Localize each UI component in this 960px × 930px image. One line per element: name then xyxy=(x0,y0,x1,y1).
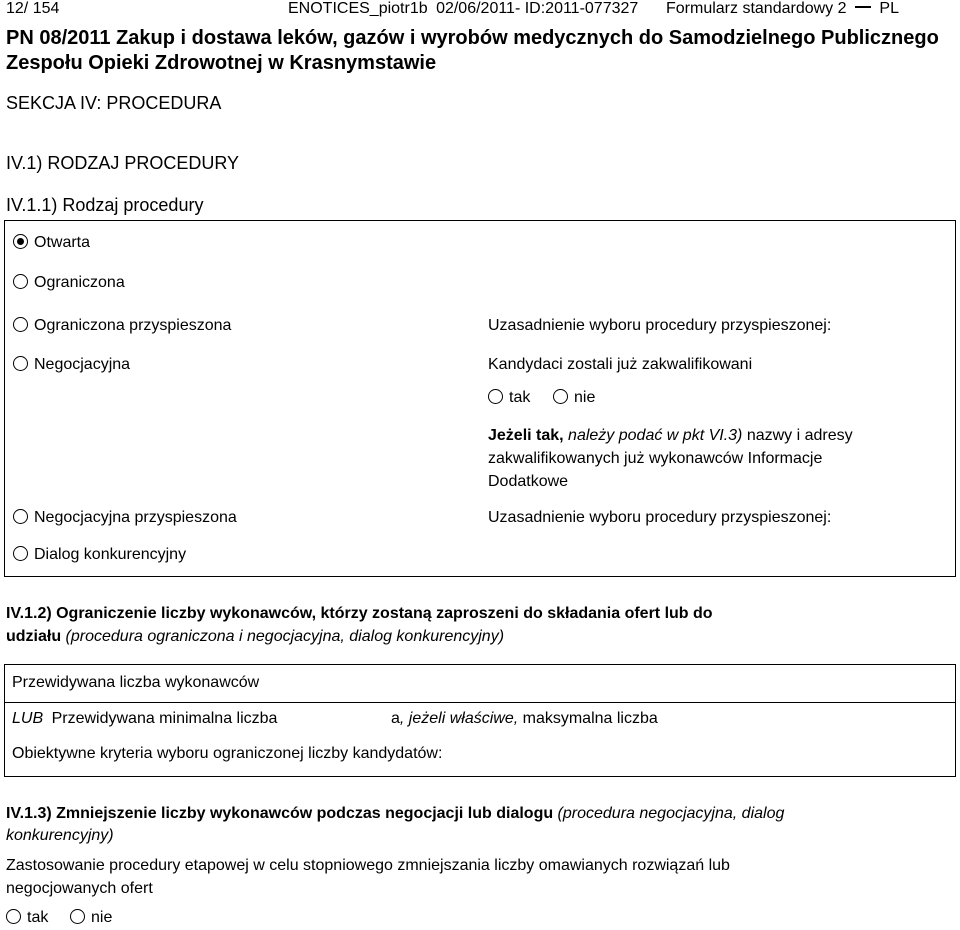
radio-icon[interactable] xyxy=(70,909,85,924)
candidates-question: Kandydaci zostali już zakwalifikowani xyxy=(488,356,753,373)
iv12-heading-line1: IV.1.2) Ograniczenie liczby wykonawców, którzy zostaną zaproszeni do składania ofert lub do xyxy=(6,605,713,622)
option-negocjacyjna-przyspieszona[interactable]: Negocjacyjna przyspieszona xyxy=(13,508,237,528)
candidates-tak[interactable]: tak xyxy=(488,388,530,408)
date-id: 02/06/2011- ID:2011-077327 xyxy=(436,0,639,17)
dash xyxy=(855,6,871,8)
iv12-heading-line2: udziału (procedura ograniczona i negocjacyjna, dialog konkurencyjny) xyxy=(6,628,505,645)
page-title: PN 08/2011 Zakup i dostawa leków, gazów i wyrobów medycznych do Samodzielnego Publicznego Zespołu Opieki Zdrowotnej w Krasnymstawie xyxy=(6,27,939,74)
radio-icon[interactable] xyxy=(13,546,28,561)
header-doc-id xyxy=(288,0,638,18)
criteria-label: Obiektywne kryteria wyboru ograniczonej liczby kandydatów: xyxy=(12,745,443,762)
if-tak-note-line2: zakwalifikowanych już wykonawców Informacje xyxy=(488,450,823,467)
option-otwarta[interactable]: Otwarta xyxy=(13,233,90,253)
lang-label: PL xyxy=(879,0,899,17)
option-negocjacyjna[interactable]: Negocjacyjna xyxy=(13,355,130,375)
doc-id: ENOTICES_piotr1b xyxy=(288,0,428,17)
justification-1: Uzasadnienie wyboru procedury przyspieszonej: xyxy=(488,317,832,334)
option-ograniczona[interactable]: Ograniczona xyxy=(13,273,125,293)
justification-2: Uzasadnienie wyboru procedury przyspieszonej: xyxy=(488,509,832,526)
min-max-row: LUB Przewidywana minimalna liczba xyxy=(12,710,278,727)
iv13-nie[interactable]: nie xyxy=(70,908,112,928)
radio-icon[interactable] xyxy=(488,389,503,404)
form-label: Formularz standardowy 2 PL xyxy=(666,0,899,17)
radio-icon[interactable] xyxy=(13,356,28,371)
iv13-tak[interactable]: tak xyxy=(6,908,48,928)
iv13-heading-line1: IV.1.3) Zmniejszenie liczby wykonawców podczas negocjacji lub dialogu (procedura negocjacyjna, dialog xyxy=(6,805,785,822)
radio-icon[interactable] xyxy=(13,509,28,524)
option-ograniczona-przyspieszona[interactable]: Ograniczona przyspieszona xyxy=(13,316,231,336)
max-row: a, jeżeli właściwe, maksymalna liczba xyxy=(391,710,658,727)
iv13-text-line1: Zastosowanie procedury etapowej w celu stopniowego zmniejszania liczby omawianych rozwiązań lub xyxy=(6,857,730,874)
expected-number-label: Przewidywana liczba wykonawców xyxy=(12,674,260,691)
iv13-heading-line2: konkurencyjny) xyxy=(6,827,114,844)
divider xyxy=(4,702,956,703)
section-title: SEKCJA IV: PROCEDURA xyxy=(6,93,222,113)
if-tak-note-line3: Dodatkowe xyxy=(488,473,569,490)
radio-icon[interactable] xyxy=(13,317,28,332)
radio-icon[interactable] xyxy=(6,909,21,924)
iv1-heading: IV.1) RODZAJ PROCEDURY xyxy=(6,153,240,173)
iv11-heading: IV.1.1) Rodzaj procedury xyxy=(6,195,204,215)
iv13-text-line2: negocjowanych ofert xyxy=(6,880,153,897)
radio-selected-icon[interactable] xyxy=(13,234,28,249)
candidates-nie[interactable]: nie xyxy=(553,388,595,408)
page-number: 12/ 154 xyxy=(6,0,60,17)
radio-icon[interactable] xyxy=(13,274,28,289)
option-dialog-konkurencyjny[interactable]: Dialog konkurencyjny xyxy=(13,545,186,565)
if-tak-note-line1: Jeżeli tak, należy podać w pkt VI.3) nazwy i adresy xyxy=(488,427,853,444)
radio-icon[interactable] xyxy=(553,389,568,404)
